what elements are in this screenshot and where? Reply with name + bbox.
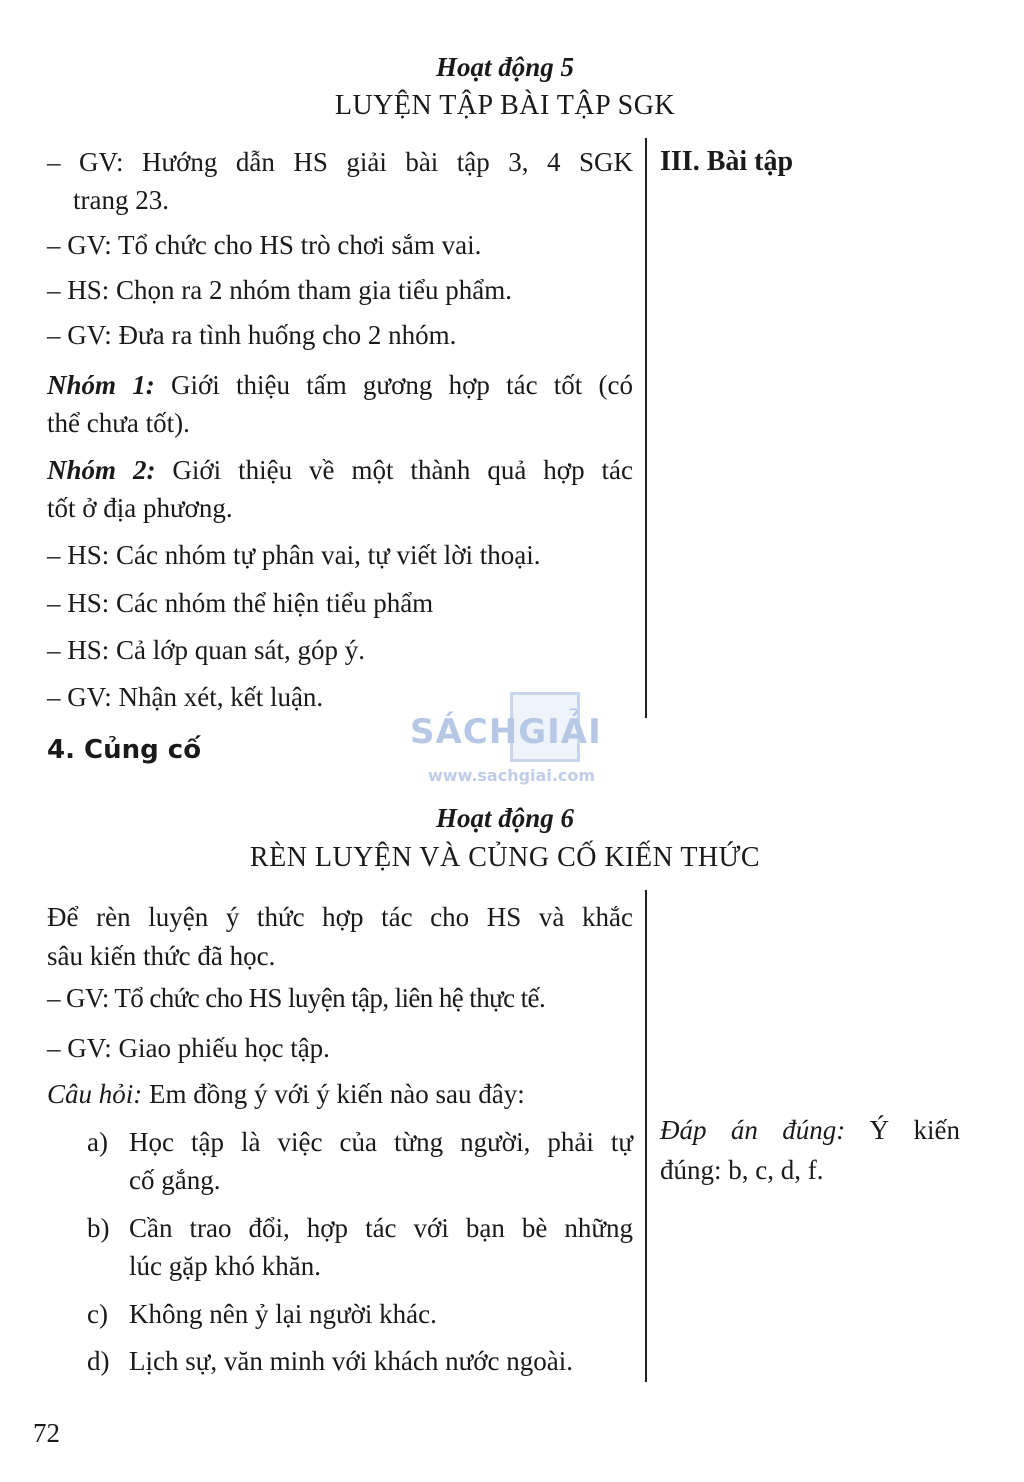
answer-text: Ý kiến: [869, 1115, 961, 1145]
instruction-line: – GV: Nhận xét, kết luận.: [47, 682, 324, 712]
option-text: Cần trao đổi, hợp tác với bạn bè những: [129, 1213, 633, 1243]
watermark-logo: [410, 690, 620, 790]
group1-text: Giới thiệu tấm gương hợp tác tốt (có: [170, 370, 634, 400]
instruction-line: – HS: Các nhóm tự phân vai, tự viết lời thoại.: [47, 540, 541, 570]
option-text-cont: cố gắng.: [129, 1165, 221, 1195]
activity5-subtitle: LUYỆN TẬP BÀI TẬP SGK: [334, 90, 676, 121]
question-text: Em đồng ý với ý kiến nào sau đây:: [149, 1079, 525, 1109]
option-letter: a): [87, 1127, 108, 1157]
instruction-line: – HS: Các nhóm thể hiện tiểu phẩm: [47, 588, 434, 618]
answer-text-cont: đúng: b, c, d, f.: [660, 1155, 824, 1185]
group1-line: [47, 366, 633, 404]
intro-line: Để rèn luyện ý thức hợp tác cho HS và khắc: [47, 902, 633, 932]
instruction-line: trang 23.: [73, 185, 169, 215]
instruction-line: – HS: Cả lớp quan sát, góp ý.: [47, 635, 366, 665]
answer-label: Đáp án đúng:: [660, 1115, 846, 1145]
group2-line: [47, 451, 633, 489]
option-letter: d): [87, 1346, 110, 1376]
instruction-line: – GV: Tổ chức cho HS trò chơi sắm vai.: [47, 230, 482, 260]
instruction-line: – GV: Hướng dẫn HS giải bài tập 3, 4 SGK: [47, 147, 633, 177]
instruction-line: – GV: Đưa ra tình huống cho 2 nhóm.: [47, 320, 457, 350]
watermark-url: www.sachgiai.com: [428, 766, 596, 785]
option-letter: c): [87, 1299, 108, 1329]
group1-label: Nhóm 1:: [47, 370, 155, 400]
section-heading: 4. Củng cố: [47, 735, 202, 765]
page-number: 72: [33, 1418, 60, 1448]
option-text: Không nên ỷ lại người khác.: [129, 1299, 437, 1329]
intro-line-cont: sâu kiến thức đã học.: [47, 941, 276, 971]
instruction-line: – HS: Chọn ra 2 nhóm tham gia tiểu phẩm.: [47, 275, 512, 305]
watermark-brand-right: IẢI: [547, 712, 602, 752]
watermark-brand-mid: G: [518, 712, 548, 752]
group2-text-cont: tốt ở địa phương.: [47, 493, 233, 523]
activity6-subtitle: RÈN LUYỆN VÀ CỦNG CỐ KIẾN THỨC: [249, 842, 761, 873]
answer-line: [660, 1111, 960, 1149]
group2-label: Nhóm 2:: [47, 455, 156, 485]
exercise-heading: III. Bài tập: [660, 146, 794, 177]
column-divider: [645, 138, 647, 718]
question-label: Câu hỏi:: [47, 1079, 143, 1109]
instruction-line: – GV: Giao phiếu học tập.: [47, 1033, 330, 1063]
option-text-cont: lúc gặp khó khăn.: [129, 1251, 321, 1281]
watermark-brand: [410, 712, 602, 752]
column-divider: [645, 890, 647, 1382]
instruction-line: – GV: Tổ chức cho HS luyện tập, liên hệ thực tế.: [47, 983, 546, 1013]
group1-text-cont: thể chưa tốt).: [47, 408, 190, 438]
activity5-title: Hoạt động 5: [435, 52, 575, 82]
group2-text: Giới thiệu về một thành quả hợp tác: [172, 455, 633, 485]
option-letter: b): [87, 1213, 110, 1243]
activity6-title: Hoạt động 6: [435, 803, 575, 833]
question-line: [47, 1075, 525, 1113]
option-text: Lịch sự, văn minh với khách nước ngoài.: [129, 1346, 573, 1376]
option-text: Học tập là việc của từng người, phải tự: [129, 1127, 633, 1157]
watermark-brand-left: SÁCH: [410, 712, 519, 752]
